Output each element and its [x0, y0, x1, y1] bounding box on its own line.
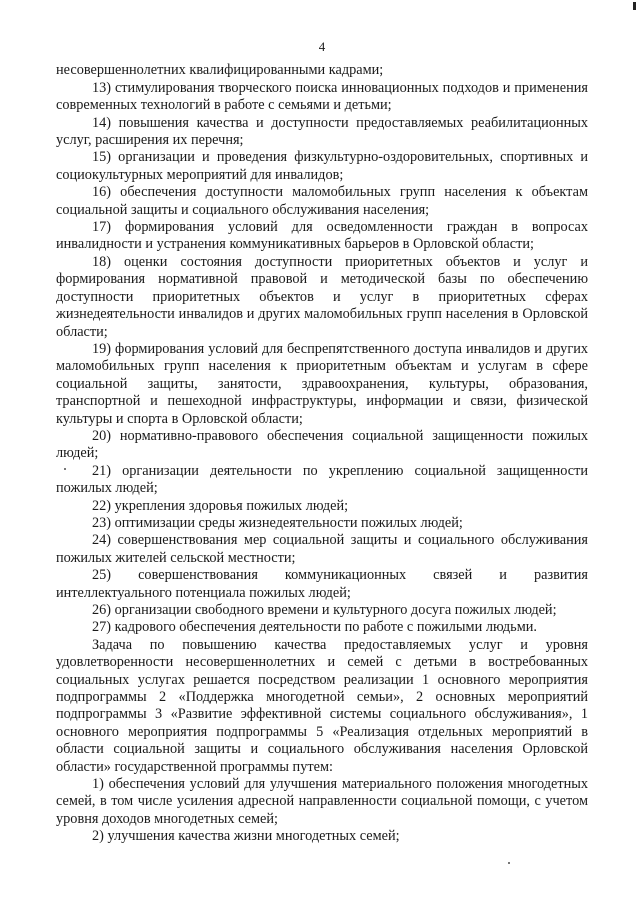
- list-item-27: 27) кадрового обеспечения деятельности по работе с пожилыми людьми.: [92, 619, 537, 636]
- list-item-23: 23) оптимизации среды жизнедеятельности пожилых людей;: [92, 514, 463, 531]
- list-item-21: 21) организации деятельности по укреплению социальной защищенности пожилых людей;: [56, 462, 588, 497]
- list-item-20: 20) нормативно-правового обеспечения социальной защищенности пожилых людей;: [56, 427, 588, 462]
- list-item-25: 25) совершенствования коммуникационных связей и развития интеллектуального потенциала пожилых людей;: [56, 567, 588, 601]
- list-item-1: 1) обеспечения условий для улучшения материального положения многодетных семей, в том числе усиления адресной направленности социальной помощи, с учетом уровня доходов многодетных семей;: [56, 776, 588, 827]
- task-paragraph: Задача по повышению качества предоставляемых услуг и уровня удовлетворенности несовершеннолетних и семей с детьми в востребованных социальных услугах решается посредством реализации 1 основного мероприятия подпрограммы 2 «Поддержка многодетной семьи», 2 основных мероприятий подпрограммы 3 «Развитие эффективной системы социального обслуживания», 1 основного мероприятия подпрограммы 5 «Реализация отдельных мероприятий в области социальной защиты и социального обслуживания населения Орловской области» государственной программы путем:: [56, 636, 588, 775]
- list-item-26: 26) организации свободного времени и культурного досуга пожилых людей;: [92, 602, 557, 618]
- list-item-2: 2) улучшения качества жизни многодетных семей;: [92, 828, 400, 845]
- paragraph: несовершеннолетних квалифицированными кадрами;: [56, 62, 384, 79]
- page-number: 4: [318, 39, 326, 54]
- list-item-18: 18) оценки состояния доступности приоритетных объектов и услуг и формирования нормативной правовой и методической базы по обеспечению доступности приоритетных объектов и услуг в приоритетных сферах жизнедеятельности инвалидов и других маломобильных групп населения в Орловской области;: [56, 253, 588, 340]
- list-item-16: 16) обеспечения доступности маломобильных групп населения к объектам социальной защиты и социального обслуживания населения;: [56, 184, 588, 218]
- list-item-15: 15) организации и проведения физкультурно-оздоровительных, спортивных и социокультурных мероприятий для инвалидов;: [56, 149, 588, 183]
- scan-speck: [508, 862, 510, 864]
- list-item-19: 19) формирования условий для беспрепятственного доступа инвалидов и других маломобильных групп населения к приоритетным объектам и услугам в сфере социальной защиты, занятости, здравоохранения, культуры, образования, транспортной и пешеходной инфраструктуры, информации и связи, физической культуры и спорта в Орловской области;: [56, 340, 588, 427]
- list-item-22: 22) укрепления здоровья пожилых людей;: [92, 497, 349, 514]
- list-item-14: 14) повышения качества и доступности предоставляемых реабилитационных услуг, расширения их перечня;: [56, 114, 588, 149]
- list-item-13: 13) стимулирования творческого поиска инновационных подходов и применения современных технологий в работе с семьями и детьми;: [56, 79, 588, 114]
- list-item-17: 17) формирования условий для осведомленности граждан в вопросах инвалидности и устранения коммуникативных барьеров в Орловской области;: [56, 219, 588, 253]
- document-page: [56, 38, 588, 846]
- list-item-24: 24) совершенствования мер социальной защиты и социального обслуживания пожилых жителей сельской местности;: [56, 532, 588, 566]
